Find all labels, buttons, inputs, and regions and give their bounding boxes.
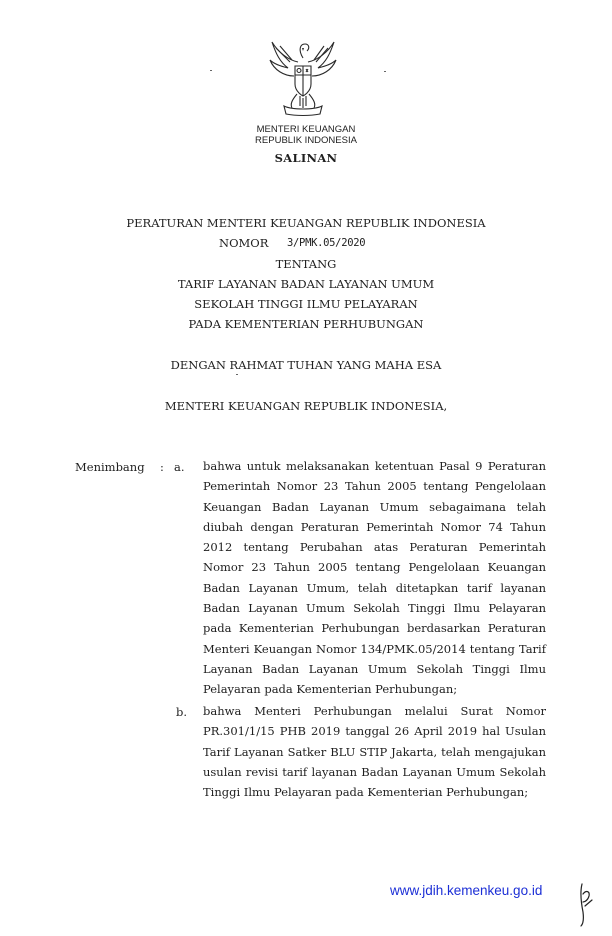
item-b-text: bahwa Menteri Perhubungan melalui Surat Nomor PR.301/1/15 PHB 2019 tanggal 26 April 2019 hal Usulan Tarif Layanan Satker BLU STIP Jakarta, telah mengajukan usulan revisi tarif layanan Badan Layanan Umum Sekolah Tinggi Ilmu Pelayaran pada Kementerian Perhubungan; (203, 704, 546, 800)
subject-line-2: SEKOLAH TINGGI ILMU PELAYARAN (194, 297, 418, 311)
issuer-line: MENTERI KEUANGAN REPUBLIK INDONESIA, (164, 399, 448, 413)
subject-line-3: PADA KEMENTERIAN PERHUBUNGAN (188, 317, 424, 331)
item-a-marker: a. (174, 460, 185, 474)
menimbang-label: Menimbang (75, 460, 145, 474)
garuda-emblem-icon (262, 36, 344, 120)
salinan-stamp: SALINAN (274, 151, 338, 165)
scan-speck (236, 374, 238, 375)
item-b-marker: b. (176, 705, 188, 719)
nomor-label: NOMOR (219, 236, 269, 250)
ministry-line-2: REPUBLIK INDONESIA (255, 135, 357, 146)
invocation: DENGAN RAHMAT TUHAN YANG MAHA ESA (170, 358, 442, 372)
item-a-text: bahwa untuk melaksanakan ketentuan Pasal 9 Peraturan Pemerintah Nomor 23 Tahun 2005 tentang Pengelolaan Keuangan Badan Layanan Umum sebagaimana telah diubah dengan Peraturan Pemerintah Nomor 74 Tahun 2012 tentang Perubahan atas Peraturan Pemerintah Nomor 23 Tahun 2005 tentang Pengelolaan Keuangan Badan Layanan Umum, telah ditetapkan tarif layanan Badan Layanan Umum Sekolah Tinggi Ilmu Pelayaran pada Kementerian Perhubungan berdasarkan Peraturan Menteri Keuangan Nomor 134/PMK.05/2014 tentang Tarif Layanan Badan Layanan Umum Sekolah Tinggi Ilmu Pelayaran pada Kementerian Perhubungan; (203, 459, 546, 697)
ministry-line-1: MENTERI KEUANGAN (256, 124, 356, 135)
paraf-initial-mark (574, 882, 596, 928)
nomor-value: 3/PMK.05/2020 (287, 237, 366, 249)
menimbang-colon: : (160, 460, 164, 474)
footer-url-link[interactable]: www.jdih.kemenkeu.go.id (390, 883, 543, 898)
regulation-title: PERATURAN MENTERI KEUANGAN REPUBLIK INDONESIA (126, 216, 486, 230)
scan-speck (384, 71, 386, 72)
subject-line-1: TARIF LAYANAN BADAN LAYANAN UMUM (177, 277, 435, 291)
tentang-label: TENTANG (275, 257, 337, 271)
scan-speck (210, 70, 212, 71)
